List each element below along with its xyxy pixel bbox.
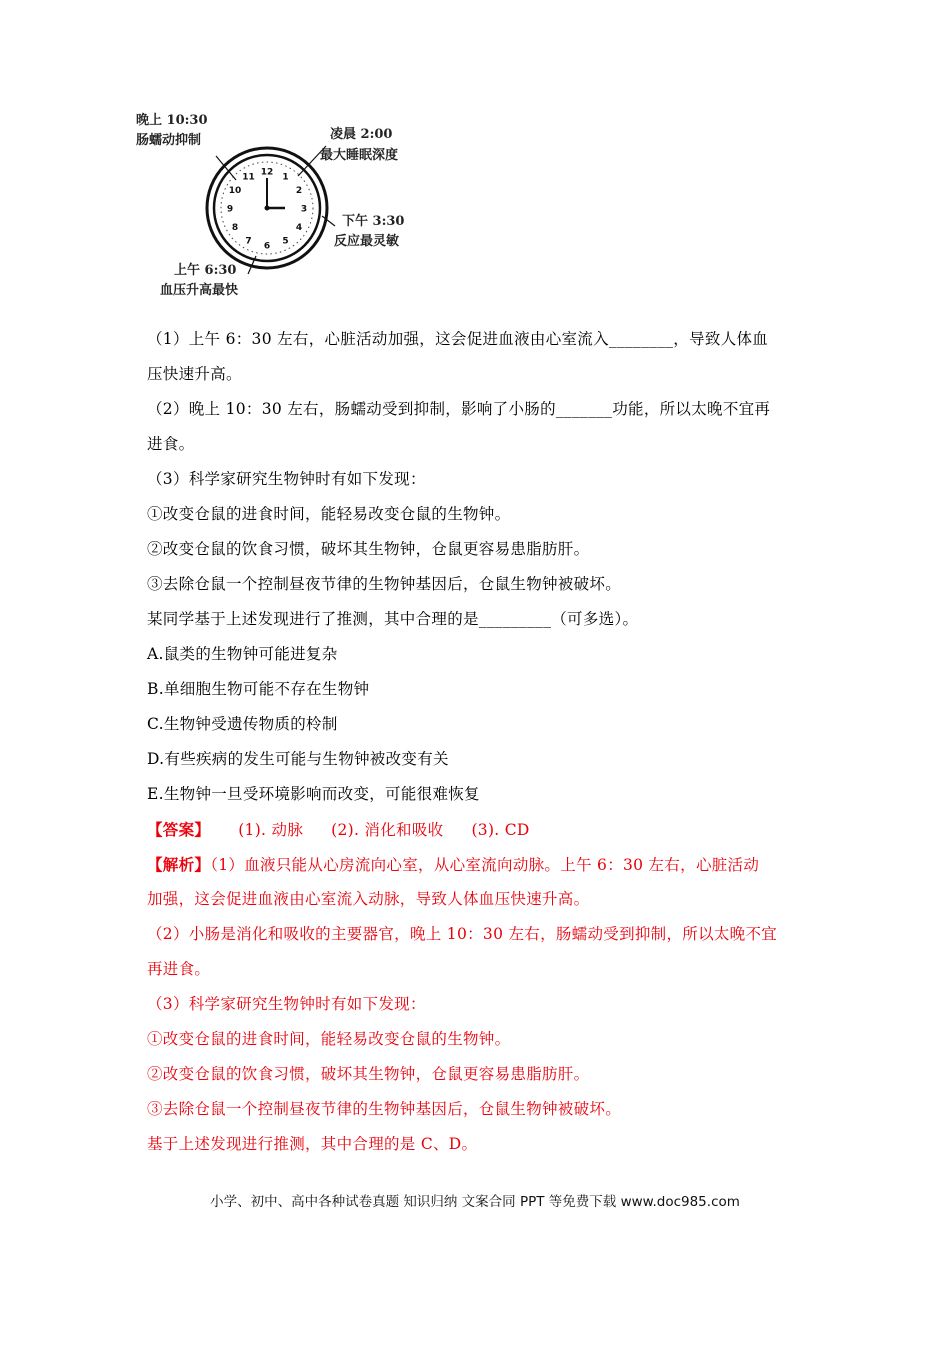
analysis-line-3: （2）小肠是消化和吸收的主要器官，晚上 10：30 左右，肠蠕动受到抑制，所以太晚不宜 xyxy=(147,925,778,943)
finding-2: ②改变仓鼠的饮食习惯，破坏其生物钟，仓鼠更容易患脂肪肝。 xyxy=(147,540,590,558)
question-1-line-1: （1）上午 6：30 左右，心脏活动加强，这会促进血液由心室流入________，导致人体血 xyxy=(147,330,769,348)
finding-1: ①改变仓鼠的进食时间，能轻易改变仓鼠的生物钟。 xyxy=(147,505,511,523)
question-2-line-2: 进食。 xyxy=(147,435,195,453)
answer-label: 【答案】 xyxy=(147,820,211,839)
analysis-line-7: ②改变仓鼠的饮食习惯，破坏其生物钟，仓鼠更容易患脂肪肝。 xyxy=(147,1065,590,1083)
finding-3: ③去除仓鼠一个控制昼夜节律的生物钟基因后，仓鼠生物钟被破坏。 xyxy=(147,575,622,593)
question-3-intro: （3）科学家研究生物钟时有如下发现： xyxy=(147,470,426,488)
answer-3: (3). CD xyxy=(471,821,530,839)
label-dawn-text: 最大睡眠深度 xyxy=(320,148,399,163)
question-body xyxy=(147,322,807,1162)
answer-1: (1). 动脉 xyxy=(238,821,304,839)
label-night-time: 晚上 10:30 xyxy=(136,113,208,128)
biological-clock-figure xyxy=(130,108,430,308)
analysis-line-9: 基于上述发现进行推测，其中合理的是 C、D。 xyxy=(147,1135,478,1153)
answer-line xyxy=(147,812,807,847)
analysis-line-6: ①改变仓鼠的进食时间，能轻易改变仓鼠的生物钟。 xyxy=(147,1030,511,1048)
option-b: B.单细胞生物可能不存在生物钟 xyxy=(147,680,370,698)
clock-diagram xyxy=(130,108,430,308)
label-morning-time: 上午 6:30 xyxy=(174,263,237,278)
clock-number-10: 10 xyxy=(228,186,242,196)
clock-center xyxy=(265,206,270,211)
analysis-line-2: 加强，这会促进血液由心室流入动脉，导致人体血压快速升高。 xyxy=(147,890,590,908)
clock-number-2: 2 xyxy=(295,186,303,196)
question-3-prompt: 某同学基于上述发现进行了推测，其中合理的是_________（可多选）。 xyxy=(147,610,639,628)
clock-number-3: 3 xyxy=(300,204,308,215)
option-d: D.有些疾病的发生可能与生物钟被改变有关 xyxy=(147,750,449,768)
label-morning-text: 血压升高最快 xyxy=(160,283,239,298)
analysis-line-8: ③去除仓鼠一个控制昼夜节律的生物钟基因后，仓鼠生物钟被破坏。 xyxy=(147,1100,622,1118)
clock-number-6: 6 xyxy=(263,241,271,252)
analysis-text-1: （1）血液只能从心房流向心室，从心室流向动脉。上午 6：30 左右，心脏活动 xyxy=(210,856,760,874)
clock-number-11: 11 xyxy=(242,172,255,183)
analysis-line-5: （3）科学家研究生物钟时有如下发现： xyxy=(147,995,426,1013)
clock-number-9: 9 xyxy=(226,204,234,215)
option-a: A.鼠类的生物钟可能进复杂 xyxy=(147,645,338,663)
label-afternoon-time: 下午 3:30 xyxy=(342,214,405,229)
page-footer: 小学、初中、高中各种试卷真题 知识归纳 文案合同 PPT 等免费下载 www.doc985.com xyxy=(210,1194,740,1210)
clock-number-1: 1 xyxy=(282,172,289,183)
label-dawn-time: 凌晨 2:00 xyxy=(330,127,393,142)
option-c: C.生物钟受遗传物质的柃制 xyxy=(147,715,338,733)
analysis-line-1 xyxy=(147,847,807,882)
question-1-line-2: 压快速升高。 xyxy=(147,365,242,383)
label-night-text: 肠蠕动抑制 xyxy=(136,133,202,148)
clock-number-8: 8 xyxy=(231,223,239,233)
question-2-line-1: （2）晚上 10：30 左右，肠蠕动受到抑制，影响了小肠的_______功能，所以太晚不宜再 xyxy=(147,400,771,418)
option-e: E.生物钟一旦受环境影响而改变，可能很难恢复 xyxy=(147,785,480,803)
clock-number-12: 12 xyxy=(260,167,274,178)
clock-number-7: 7 xyxy=(245,236,252,247)
analysis-line-4: 再进食。 xyxy=(147,960,211,978)
analysis-label: 【解析】 xyxy=(147,855,211,874)
clock-number-5: 5 xyxy=(282,236,289,247)
clock-number-4: 4 xyxy=(295,223,303,233)
answer-2: (2). 消化和吸收 xyxy=(331,821,444,839)
label-afternoon-text: 反应最灵敏 xyxy=(334,234,400,249)
